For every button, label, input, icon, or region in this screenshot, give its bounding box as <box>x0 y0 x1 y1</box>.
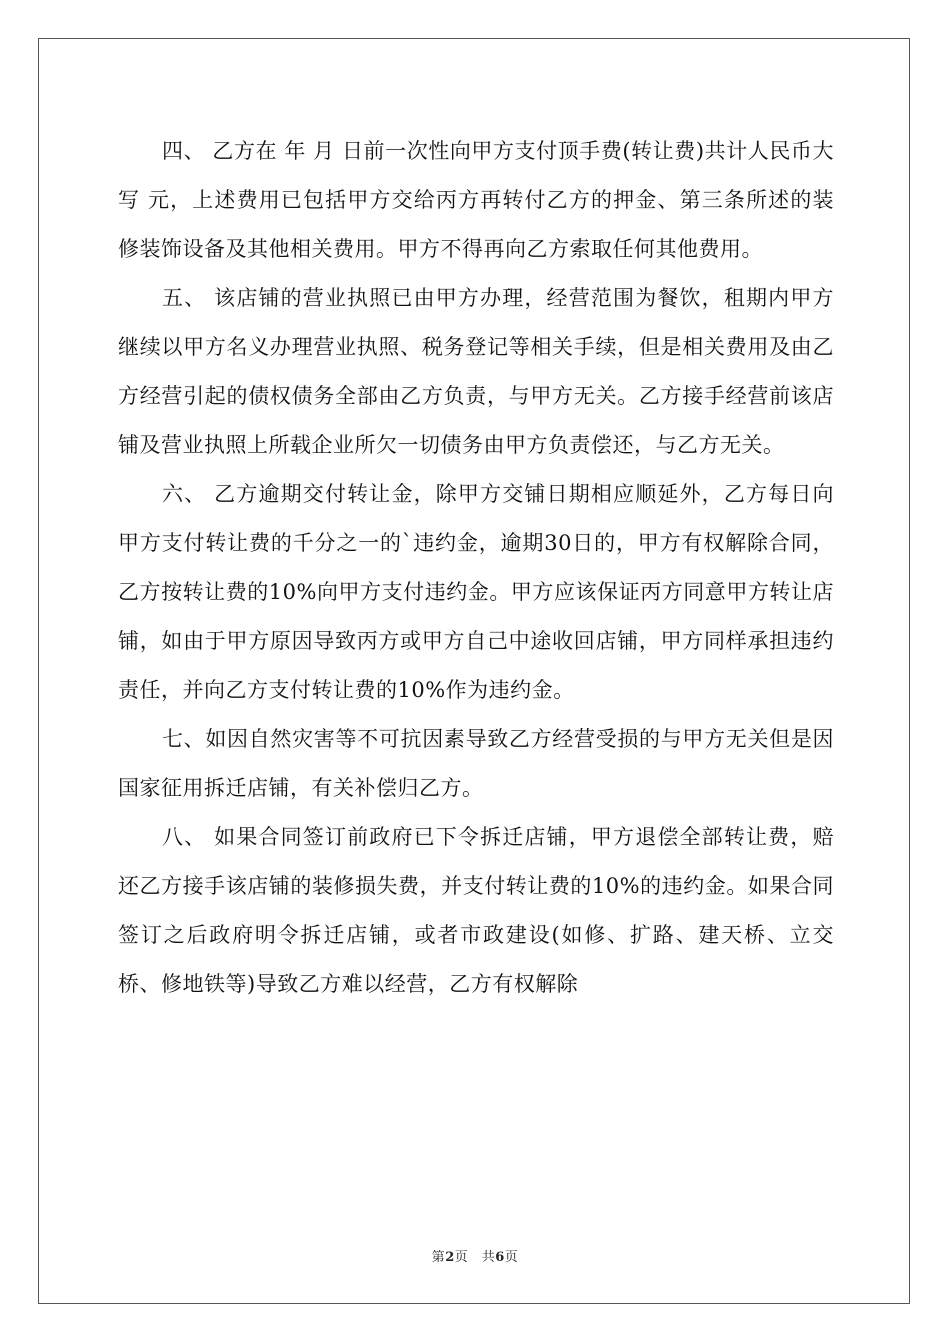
footer-suffix: 页 <box>504 1250 519 1265</box>
clause-8: 八、 如果合同签订前政府已下令拆迁店铺，甲方退偿全部转让费，赔还乙方接手该店铺的装修损失费，并支付转让费的10%的违约金。如果合同签订之后政府明令拆迁店铺，或者市政建设(如修、扩路、建天桥、立交桥、修地铁等)导致乙方难以经营，乙方有权解除 <box>118 825 834 996</box>
clause-7: 七、如因自然灾害等不可抗因素导致乙方经营受损的与甲方无关但是因国家征用拆迁店铺，有关补偿归乙方。 <box>118 727 834 800</box>
footer-middle: 页 共 <box>454 1250 496 1265</box>
document-body <box>118 127 834 1009</box>
footer-prefix: 第 <box>431 1250 446 1265</box>
clause-5: 五、 该店铺的营业执照已由甲方办理，经营范围为餐饮，租期内甲方继续以甲方名义办理营业执照、税务登记等相关手续，但是相关费用及由乙方经营引起的债权债务全部由乙方负责，与甲方无关。乙方接手经营前该店铺及营业执照上所载企业所欠一切债务由甲方负责偿还，与乙方无关。 <box>118 286 834 457</box>
page-number-footer <box>0 1246 950 1265</box>
total-page-count: 6 <box>495 1250 505 1265</box>
clause-6: 六、 乙方逾期交付转让金，除甲方交铺日期相应顺延外，乙方每日向甲方支付转让费的千分之一的`违约金，逾期30日的，甲方有权解除合同，乙方按转让费的10%向甲方支付违约金。甲方应该保证丙方同意甲方转让店铺，如由于甲方原因导致丙方或甲方自己中途收回店铺，甲方同样承担违约责任，并向乙方支付转让费的10%作为违约金。 <box>118 482 834 702</box>
current-page-number: 2 <box>445 1250 455 1265</box>
clause-4: 四、 乙方在 年 月 日前一次性向甲方支付顶手费(转让费)共计人民币大写 元，上述费用已包括甲方交给丙方再转付乙方的押金、第三条所述的装修装饰设备及其他相关费用。甲方不得再向乙方索取任何其他费用。 <box>118 139 834 261</box>
